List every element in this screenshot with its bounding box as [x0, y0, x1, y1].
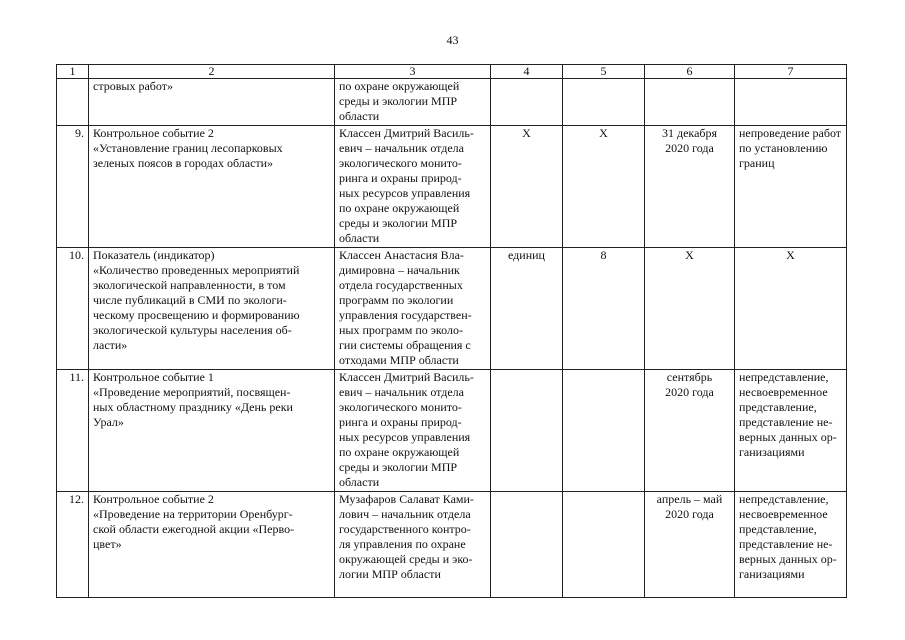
responsible-cell: Классен Дмитрий Василь- евич – начальник отдела экологического монито- ринга и охраны природ- ных ресурсов управления по охране окружающей среды и экологии МПР области — [335, 370, 491, 492]
deadline-cell: сентябрь 2020 года — [645, 370, 735, 492]
risk-cell: непредставление, несвоевременное представление, представление не- верных данных ор- ганизациями — [735, 492, 847, 598]
row-number: 9. — [57, 126, 89, 248]
value-cell: X — [563, 126, 645, 248]
event-cell: Контрольное событие 1 «Проведение мероприятий, посвящен- ных областному празднику «День реки Урал» — [89, 370, 335, 492]
risk-cell — [735, 79, 847, 126]
table-row — [57, 79, 847, 126]
risk-cell: непроведение работ по установлению границ — [735, 126, 847, 248]
value-cell — [563, 370, 645, 492]
value-cell: 8 — [563, 248, 645, 370]
column-header: 1 — [57, 65, 89, 79]
column-header: 4 — [491, 65, 563, 79]
row-number: 11. — [57, 370, 89, 492]
column-header: 3 — [335, 65, 491, 79]
column-header: 7 — [735, 65, 847, 79]
responsible-cell: по охране окружающей среды и экологии МПР области — [335, 79, 491, 126]
event-cell: стровых работ» — [89, 79, 335, 126]
column-header: 6 — [645, 65, 735, 79]
unit-cell — [491, 79, 563, 126]
table-row — [57, 492, 847, 598]
table-row — [57, 248, 847, 370]
deadline-cell: 31 декабря 2020 года — [645, 126, 735, 248]
value-cell — [563, 492, 645, 598]
column-header: 5 — [563, 65, 645, 79]
row-number — [57, 79, 89, 126]
event-cell: Контрольное событие 2 «Проведение на территории Оренбург- ской области ежегодной акции «Перво- цвет» — [89, 492, 335, 598]
column-header: 2 — [89, 65, 335, 79]
event-cell: Контрольное событие 2 «Установление границ лесопарковых зеленых поясов в городах области» — [89, 126, 335, 248]
responsible-cell: Классен Дмитрий Василь- евич – начальник отдела экологического монито- ринга и охраны природ- ных ресурсов управления по охране окружающей среды и экологии МПР области — [335, 126, 491, 248]
deadline-cell: апрель – май 2020 года — [645, 492, 735, 598]
row-number: 10. — [57, 248, 89, 370]
page-number: 43 — [446, 33, 459, 47]
event-cell: Показатель (индикатор) «Количество проведенных мероприятий экологической направленности, в том числе публикаций в СМИ по экологи- ческому просвещению и формированию экологической культуры населения об- ласти» — [89, 248, 335, 370]
unit-cell — [491, 370, 563, 492]
unit-cell: X — [491, 126, 563, 248]
deadline-cell: X — [645, 248, 735, 370]
risk-cell: X — [735, 248, 847, 370]
deadline-cell — [645, 79, 735, 126]
risk-cell: непредставление, несвоевременное представление, представление не- верных данных ор- ганизациями — [735, 370, 847, 492]
value-cell — [563, 79, 645, 126]
row-number: 12. — [57, 492, 89, 598]
unit-cell: единиц — [491, 248, 563, 370]
table-row — [57, 370, 847, 492]
responsible-cell: Музафаров Салават Ками- лович – начальник отдела государственного контро- ля управления по охране окружающей среды и эко- логии МПР области — [335, 492, 491, 598]
header-row — [57, 65, 847, 79]
responsible-cell: Классен Анастасия Вла- димировна – начальник отдела государственных программ по экологии управления государствен- ных программ по эколо- гии системы обращения с отходами МПР области — [335, 248, 491, 370]
unit-cell — [491, 492, 563, 598]
table-row — [57, 126, 847, 248]
plan-table — [56, 64, 847, 598]
